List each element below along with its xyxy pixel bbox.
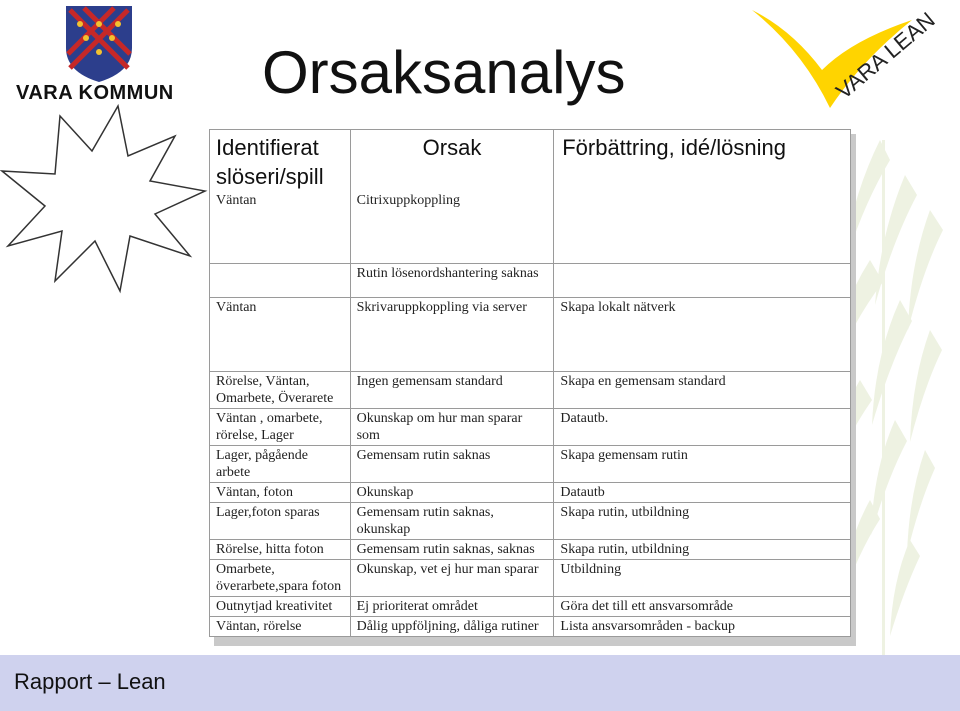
cell-improvement: Skapa en gemensam standard bbox=[554, 371, 851, 408]
table-row bbox=[210, 502, 851, 539]
cell-cause: Skrivaruppkoppling via server bbox=[350, 297, 554, 371]
table-row bbox=[210, 539, 851, 559]
kommun-logo-text: VARA KOMMUN bbox=[16, 82, 174, 104]
cell-cause: Gemensam rutin saknas bbox=[350, 445, 554, 482]
table-row bbox=[210, 445, 851, 482]
cell-cause: Okunskap om hur man sparar som bbox=[350, 408, 554, 445]
table-row bbox=[210, 263, 851, 297]
table-row bbox=[210, 408, 851, 445]
cell-improvement: Skapa rutin, utbildning bbox=[554, 539, 851, 559]
cell-cause: Citrixuppkoppling bbox=[350, 191, 554, 263]
cell-improvement bbox=[554, 263, 851, 297]
cell-waste: Lager,foton sparas bbox=[210, 502, 351, 539]
cell-cause: Gemensam rutin saknas, saknas bbox=[350, 539, 554, 559]
cell-waste bbox=[210, 263, 351, 297]
cell-waste: Outnytjad kreativitet bbox=[210, 596, 351, 616]
cell-improvement: Lista ansvarsområden - backup bbox=[554, 616, 851, 636]
cell-cause: Okunskap bbox=[350, 482, 554, 502]
cell-cause: Okunskap, vet ej hur man sparar bbox=[350, 559, 554, 596]
cell-improvement: Skapa rutin, utbildning bbox=[554, 502, 851, 539]
table-row bbox=[210, 297, 851, 371]
cell-waste: Väntan bbox=[210, 191, 351, 263]
header-improvement: Förbättring, idé/lösning bbox=[554, 130, 851, 192]
cell-waste: Rörelse, Väntan, Omarbete, Överarete bbox=[210, 371, 351, 408]
cell-cause: Dålig uppföljning, dåliga rutiner bbox=[350, 616, 554, 636]
starburst-callout-shape bbox=[0, 96, 210, 296]
cell-improvement bbox=[554, 191, 851, 263]
footer-label: Rapport – Lean bbox=[14, 669, 166, 694]
cell-cause: Ej prioriterat området bbox=[350, 596, 554, 616]
vara-lean-logo bbox=[752, 0, 960, 110]
cell-waste: Lager, pågående arbete bbox=[210, 445, 351, 482]
table-row bbox=[210, 596, 851, 616]
cell-improvement: Skapa lokalt nätverk bbox=[554, 297, 851, 371]
cell-improvement: Skapa gemensam rutin bbox=[554, 445, 851, 482]
page-title: Orsaksanalys bbox=[262, 39, 626, 106]
cell-improvement: Datautb bbox=[554, 482, 851, 502]
cell-cause: Gemensam rutin saknas, okunskap bbox=[350, 502, 554, 539]
table-row bbox=[210, 191, 851, 263]
table-row bbox=[210, 559, 851, 596]
cell-waste: Omarbete, överarbete,spara foton bbox=[210, 559, 351, 596]
header-waste: Identifierat slöseri/spill bbox=[210, 130, 351, 192]
table-row bbox=[210, 482, 851, 502]
cell-waste: Rörelse, hitta foton bbox=[210, 539, 351, 559]
cell-waste: Väntan, foton bbox=[210, 482, 351, 502]
cell-cause: Rutin lösenordshantering saknas bbox=[350, 263, 554, 297]
table-row bbox=[210, 616, 851, 636]
cell-improvement: Datautb. bbox=[554, 408, 851, 445]
cell-improvement: Göra det till ett ansvarsområde bbox=[554, 596, 851, 616]
cell-waste: Väntan , omarbete, rörelse, Lager bbox=[210, 408, 351, 445]
lean-logo-text: VARA LEAN bbox=[831, 7, 940, 104]
cell-cause: Ingen gemensam standard bbox=[350, 371, 554, 408]
cell-improvement: Utbildning bbox=[554, 559, 851, 596]
cell-waste: Väntan bbox=[210, 297, 351, 371]
cell-waste: Väntan, rörelse bbox=[210, 616, 351, 636]
table-row bbox=[210, 371, 851, 408]
table-header-row bbox=[210, 130, 851, 192]
header-cause: Orsak bbox=[350, 130, 554, 192]
cause-analysis-table bbox=[209, 129, 851, 637]
